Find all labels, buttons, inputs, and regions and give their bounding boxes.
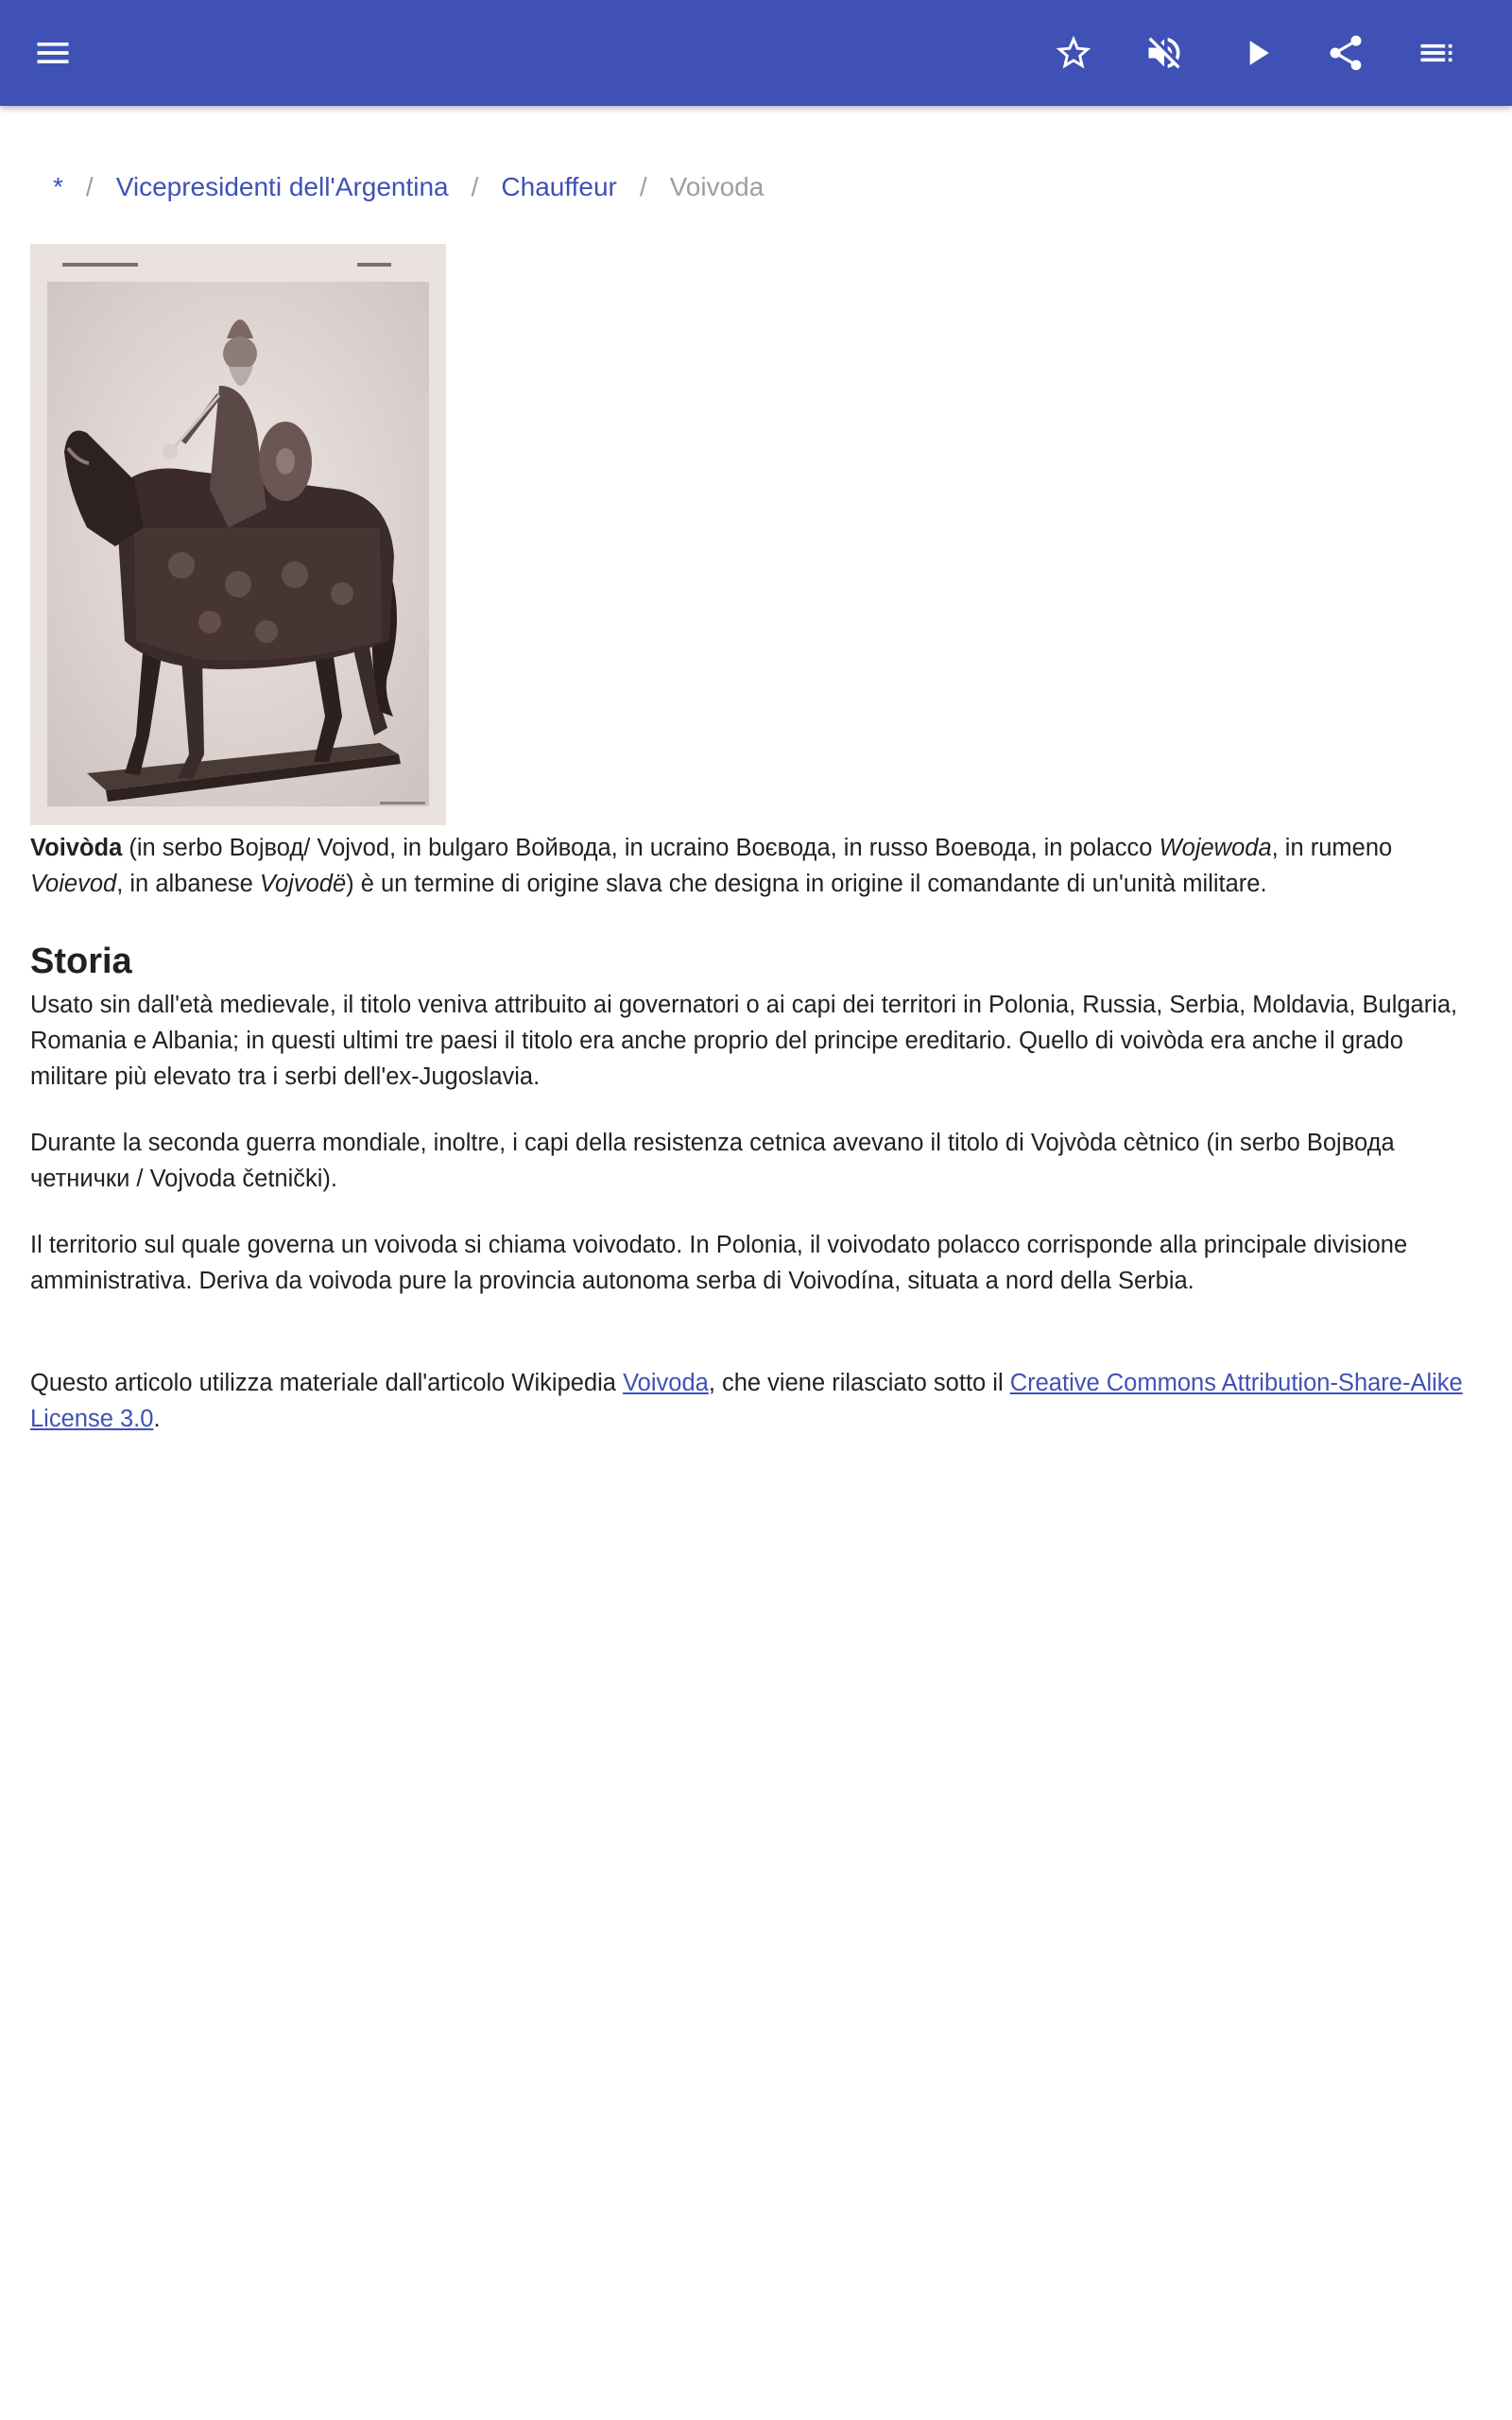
mute-button[interactable] <box>1138 26 1191 79</box>
play-icon <box>1236 32 1278 74</box>
license-footer <box>30 1365 1476 1437</box>
intro-italic: Voievod <box>30 871 117 897</box>
section-heading-storia: Storia <box>30 942 132 981</box>
intro-italic: Wojewoda <box>1159 835 1272 861</box>
section-paragraph: Durante la seconda guerra mondiale, inoltre, i capi della resistenza cetnica avevano il titolo di Vojvòda cètnico (in serbo Војвода четнички / Vojvoda četnički). <box>30 1130 1395 1192</box>
bookmark-button[interactable] <box>1047 26 1100 79</box>
intro-text: , in rumeno <box>1271 835 1393 861</box>
playlist-icon <box>1416 32 1457 74</box>
breadcrumb-link-vicepresidenti[interactable]: Vicepresidenti dell'Argentina <box>115 172 449 201</box>
intro-paragraph <box>30 830 1476 902</box>
play-button[interactable] <box>1230 26 1283 79</box>
armored-horseman-photo <box>30 244 446 825</box>
license-link[interactable]: Creative Commons Attribution-Share-Alike License 3.0 <box>30 1370 1463 1432</box>
article-body <box>30 830 1476 1437</box>
section-paragraph: Il territorio sul quale governa un voivoda si chiama voivodato. In Polonia, il voivodato polacco corrisponde alla principale divisione amministrativa. Deriva da voivoda pure la provincia autonoma serba di Voivodína, situata a nord della Serbia. <box>30 1232 1408 1294</box>
footer-text: Questo articolo utilizza materiale dall'articolo Wikipedia <box>30 1370 624 1396</box>
app-bar <box>0 0 1512 106</box>
star-outline-icon <box>1053 32 1094 74</box>
menu-button[interactable] <box>26 26 79 79</box>
menu-icon <box>32 32 74 74</box>
share-icon <box>1325 32 1366 74</box>
intro-text: ) è un termine di origine slava che designa in origine il comandante di un'unità militare. <box>346 871 1267 897</box>
section-paragraph: Usato sin dall'età medievale, il titolo veniva attribuito ai governatori o ai capi dei territori in Polonia, Russia, Serbia, Moldavia, Bulgaria, Romania e Albania; in questi ultimi tre paesi il titolo era anche proprio del principe ereditario. Quello di voivòda era anche il grado militare più elevato tra i serbi dell'ex-Jugoslavia. <box>30 992 1458 1090</box>
breadcrumb-root-link[interactable]: * <box>53 172 63 201</box>
breadcrumb-separator: / <box>639 172 647 201</box>
volume-off-icon <box>1143 32 1185 74</box>
article-image[interactable] <box>30 244 446 825</box>
breadcrumb-separator: / <box>85 172 94 201</box>
wikipedia-source-link[interactable]: Voivoda <box>623 1370 709 1396</box>
footer-text: . <box>153 1406 161 1432</box>
intro-text: , in albanese <box>116 871 260 897</box>
intro-italic: Vojvodë <box>259 871 347 897</box>
table-of-contents-button[interactable] <box>1410 26 1463 79</box>
breadcrumb-separator: / <box>471 172 479 201</box>
breadcrumb <box>30 168 764 206</box>
intro-text: (in serbo Војвод/ Vojvod, in bulgaro Войвода, in ucraino Воєвода, in russo Воевода, in polacco <box>122 835 1160 861</box>
breadcrumb-current: Voivoda <box>669 172 765 201</box>
share-button[interactable] <box>1319 26 1372 79</box>
footer-text: , che viene rilasciato sotto il <box>708 1370 1010 1396</box>
breadcrumb-link-chauffeur[interactable]: Chauffeur <box>501 172 617 201</box>
article-term: Voivòda <box>30 835 123 861</box>
